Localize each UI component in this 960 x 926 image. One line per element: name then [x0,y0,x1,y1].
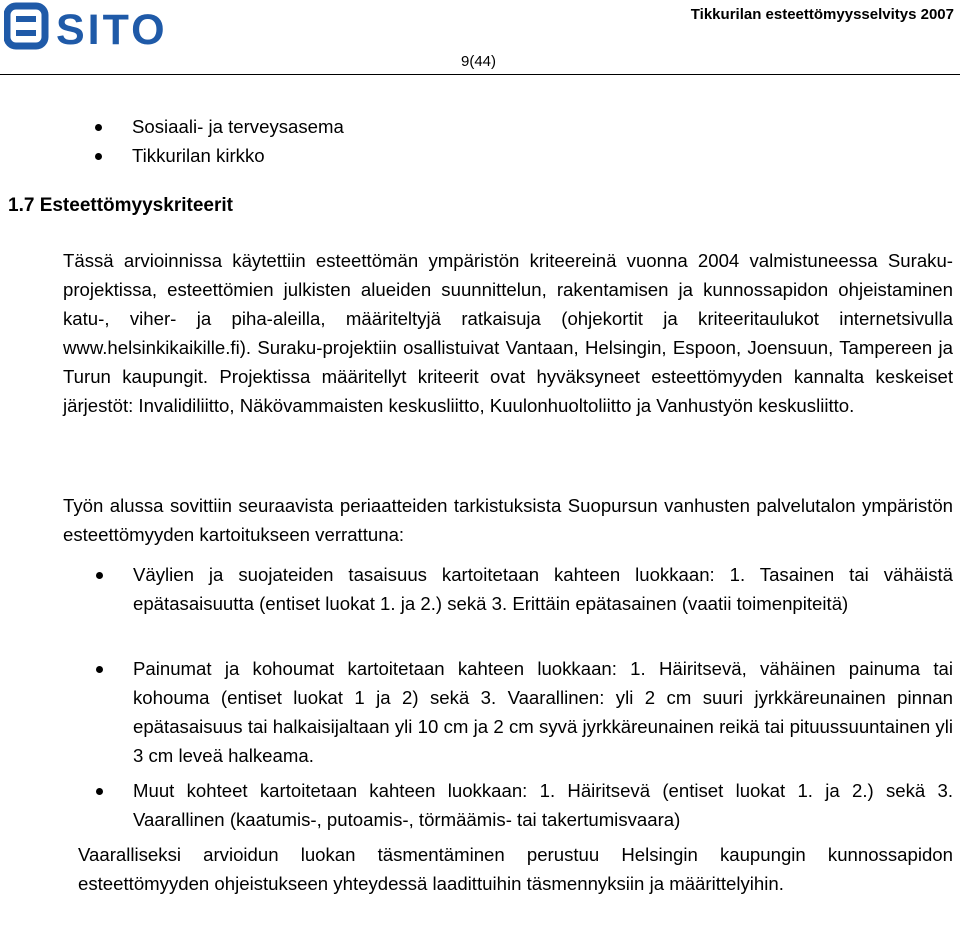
page-header [0,0,960,80]
list-item [133,776,953,834]
list-item-text: Painumat ja kohoumat kartoitetaan kahteen luokkaan: 1. Häiritsevä, vähäinen painuma tai kohouma (entiset luokat 1 ja 2) sekä 3. Vaarallinen: yli 2 cm suuri jyrkkäreunainen pinnan epätasaisuus tai halkaisijaltaan yli 10 cm ja 2 cm syvä jyrkkäreunainen reikä tai pituussuuntainen yli 3 cm leveä halkeama. [133,658,953,766]
list-item: Sosiaali- ja terveysasema [132,112,344,141]
list-item: Tikkurilan kirkko [132,141,344,170]
list-item [133,560,953,618]
criteria-list [133,776,953,834]
sito-logo-icon [4,2,200,50]
criteria-list [133,560,953,618]
closing-paragraph: Vaaralliseksi arvioidun luokan täsmentäminen perustuu Helsingin kaupungin kunnossapidon esteettömyyden ohjeistukseen yhteydessä laadittuihin täsmennyksiin ja määrittelyihin. [78,844,953,894]
logo-text: SITO [56,6,168,50]
location-list [132,112,344,170]
page-number: 9(44) [461,53,497,70]
header-divider [0,74,960,75]
intro-paragraph: Tässä arvioinnissa käytettiin esteettömän ympäristön kriteereinä vuonna 2004 valmistuneessa Suraku-projektissa, esteettömien julkisten alueiden suunnittelun, rakentamisen ja kunnossapidon ohjeistaminen katu-, viher- ja piha-aleilla, määriteltyjä ratkaisuja (ohjekortit ja kriteeritaulukot internetsivulla www.helsinkikaikille.fi). Suraku-projektiin osallistuivat Vantaan, Helsingin, Espoon, Joensuun, Tampereen ja Turun kaupungit. Projektissa määritellyt kriteerit ovat hyväksyneet esteettömyyden kannalta keskeiset järjestöt: Invalidiliitto, Näkövammaisten keskusliitto, Kuulonhuoltoliitto ja Vanhustyön keskusliitto. [63,250,953,416]
section-heading: 1.7 Esteettömyyskriteerit [8,195,233,216]
sito-logo [4,2,200,50]
criteria-list [133,654,953,770]
list-item-text: Väylien ja suojateiden tasaisuus kartoitetaan kahteen luokkaan: 1. Tasainen tai vähäistä epätasaisuutta (entiset luokat 1. ja 2.) sekä 3. Erittäin epätasainen (vaatii toimenpiteitä) [133,564,953,614]
document-title: Tikkurilan esteettömyysselvitys 2007 [690,6,954,23]
principles-paragraph: Työn alussa sovittiin seuraavista periaatteiden tarkistuksista Suopursun vanhusten palvelutalon ympäristön esteettömyyden kartoitukseen verrattuna: [63,495,953,545]
list-item-text: Muut kohteet kartoitetaan kahteen luokkaan: 1. Häiritsevä (entiset luokat 1. ja 2.) sekä 3. Vaarallinen (kaatumis-, putoamis-, törmäämis- tai takertumisvaara) [133,780,953,830]
list-item [133,654,953,770]
